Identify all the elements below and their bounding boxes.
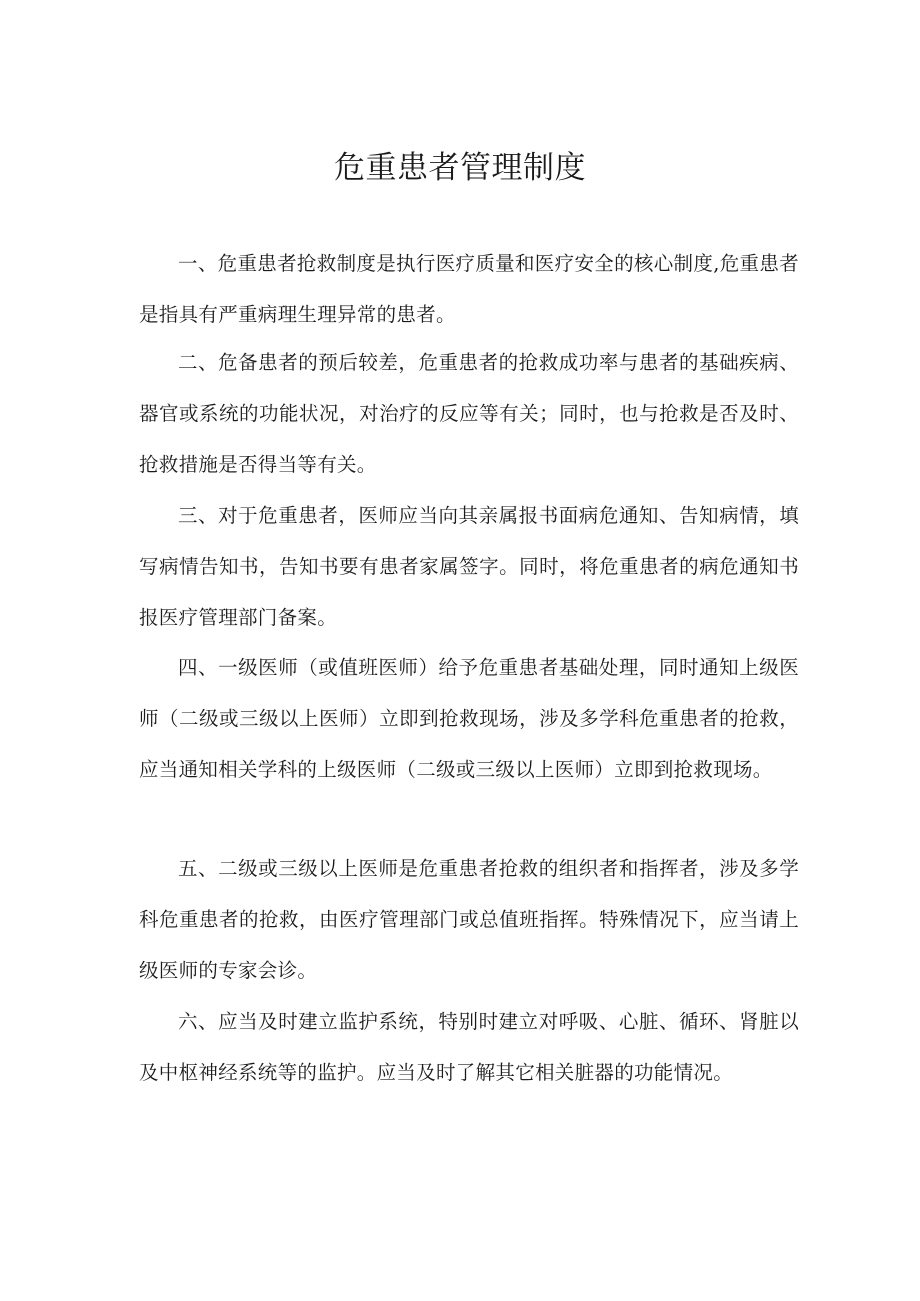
paragraph-6: 六、应当及时建立监护系统，特别时建立对呼吸、心脏、循环、肾脏以及中枢神经系统等的监护。应当及时了解其它相关脏器的功能情况。 xyxy=(139,1010,799,1084)
paragraph-4: 四、一级医师（或值班医师）给予危重患者基础处理，同时通知上级医师（二级或三级以上医师）立即到抢救现场，涉及多学科危重患者的抢救，应当通知相关学科的上级医师（二级或三级以上医师）立即到抢救现场。 xyxy=(139,656,799,781)
paragraph-2: 二、危备患者的预后较差，危重患者的抢救成功率与患者的基础疾病、器官或系统的功能状况，对治疗的反应等有关；同时，也与抢救是否及时、抢救措施是否得当等有关。 xyxy=(139,351,799,476)
paragraph-1: 一、危重患者抢救制度是执行医疗质量和医疗安全的核心制度,危重患者是指具有严重病理生理异常的患者。 xyxy=(139,252,799,326)
page-title: 危重患者管理制度 xyxy=(334,150,586,186)
paragraph-3: 三、对于危重患者，医师应当向其亲属报书面病危通知、告知病情，填写病情告知书，告知书要有患者家属签字。同时，将危重患者的病危通知书报医疗管理部门备案。 xyxy=(139,504,799,629)
paragraph-5: 五、二级或三级以上医师是危重患者抢救的组织者和指挥者，涉及多学科危重患者的抢救，由医疗管理部门或总值班指挥。特殊情况下，应当请上级医师的专家会诊。 xyxy=(139,857,799,982)
